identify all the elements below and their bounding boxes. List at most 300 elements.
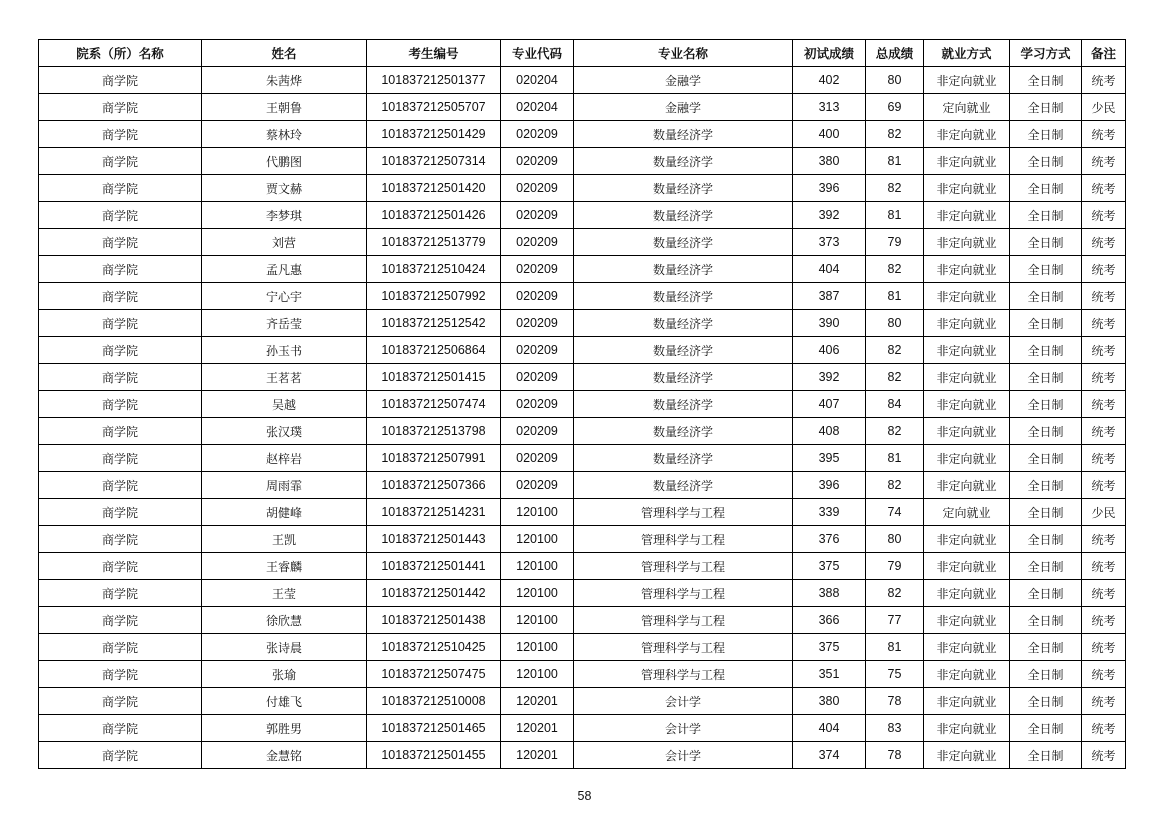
cell-major-name: 数量经济学: [574, 337, 793, 364]
cell-major-code: 020209: [501, 337, 574, 364]
cell-major-code: 120100: [501, 580, 574, 607]
cell-study-mode: 全日制: [1010, 526, 1082, 553]
cell-study-mode: 全日制: [1010, 688, 1082, 715]
cell-total-score: 82: [866, 364, 924, 391]
cell-study-mode: 全日制: [1010, 337, 1082, 364]
cell-employment-type: 非定向就业: [924, 715, 1010, 742]
page-number: 58: [577, 789, 592, 803]
cell-candidate-id: 101837212507314: [367, 148, 501, 175]
cell-study-mode: 全日制: [1010, 607, 1082, 634]
cell-department: 商学院: [39, 364, 202, 391]
cell-major-code: 020204: [501, 94, 574, 121]
cell-employment-type: 非定向就业: [924, 526, 1010, 553]
cell-candidate-id: 101837212505707: [367, 94, 501, 121]
cell-name: 刘营: [202, 229, 367, 256]
cell-total-score: 82: [866, 472, 924, 499]
cell-total-score: 81: [866, 283, 924, 310]
cell-remark: 统考: [1082, 148, 1126, 175]
cell-study-mode: 全日制: [1010, 418, 1082, 445]
cell-employment-type: 非定向就业: [924, 121, 1010, 148]
cell-prelim-score: 396: [793, 175, 866, 202]
cell-employment-type: 非定向就业: [924, 283, 1010, 310]
table-row: [39, 310, 1126, 337]
cell-name: 吴越: [202, 391, 367, 418]
cell-employment-type: 非定向就业: [924, 580, 1010, 607]
cell-department: 商学院: [39, 202, 202, 229]
header-department: 院系（所）名称: [39, 40, 202, 67]
cell-department: 商学院: [39, 526, 202, 553]
cell-department: 商学院: [39, 688, 202, 715]
cell-prelim-score: 374: [793, 742, 866, 769]
table-row: [39, 607, 1126, 634]
table-row: [39, 472, 1126, 499]
cell-department: 商学院: [39, 148, 202, 175]
table-row: [39, 229, 1126, 256]
cell-study-mode: 全日制: [1010, 148, 1082, 175]
cell-employment-type: 非定向就业: [924, 391, 1010, 418]
cell-total-score: 81: [866, 148, 924, 175]
cell-employment-type: 非定向就业: [924, 661, 1010, 688]
table-body: [39, 67, 1126, 769]
header-major-code: 专业代码: [501, 40, 574, 67]
cell-name: 王朝鲁: [202, 94, 367, 121]
cell-candidate-id: 101837212507366: [367, 472, 501, 499]
cell-department: 商学院: [39, 256, 202, 283]
cell-candidate-id: 101837212501441: [367, 553, 501, 580]
cell-total-score: 78: [866, 688, 924, 715]
cell-department: 商学院: [39, 445, 202, 472]
cell-total-score: 82: [866, 121, 924, 148]
cell-employment-type: 非定向就业: [924, 364, 1010, 391]
cell-prelim-score: 376: [793, 526, 866, 553]
cell-department: 商学院: [39, 94, 202, 121]
cell-total-score: 83: [866, 715, 924, 742]
cell-study-mode: 全日制: [1010, 553, 1082, 580]
cell-prelim-score: 388: [793, 580, 866, 607]
cell-department: 商学院: [39, 391, 202, 418]
cell-name: 周雨霏: [202, 472, 367, 499]
cell-remark: 统考: [1082, 553, 1126, 580]
cell-major-code: 120100: [501, 553, 574, 580]
cell-prelim-score: 396: [793, 472, 866, 499]
cell-prelim-score: 366: [793, 607, 866, 634]
cell-major-code: 020209: [501, 472, 574, 499]
cell-major-code: 020209: [501, 148, 574, 175]
cell-major-name: 金融学: [574, 94, 793, 121]
cell-name: 蔡林玲: [202, 121, 367, 148]
table-row: [39, 418, 1126, 445]
cell-employment-type: 非定向就业: [924, 445, 1010, 472]
cell-employment-type: 非定向就业: [924, 229, 1010, 256]
cell-major-code: 020209: [501, 418, 574, 445]
cell-prelim-score: 400: [793, 121, 866, 148]
cell-candidate-id: 101837212513798: [367, 418, 501, 445]
cell-prelim-score: 375: [793, 634, 866, 661]
cell-candidate-id: 101837212512542: [367, 310, 501, 337]
cell-department: 商学院: [39, 121, 202, 148]
cell-study-mode: 全日制: [1010, 499, 1082, 526]
cell-name: 王莹: [202, 580, 367, 607]
cell-study-mode: 全日制: [1010, 175, 1082, 202]
cell-candidate-id: 101837212507991: [367, 445, 501, 472]
cell-remark: 统考: [1082, 445, 1126, 472]
cell-remark: 统考: [1082, 472, 1126, 499]
cell-candidate-id: 101837212510008: [367, 688, 501, 715]
cell-major-name: 数量经济学: [574, 229, 793, 256]
cell-major-code: 120201: [501, 715, 574, 742]
cell-name: 王凯: [202, 526, 367, 553]
cell-remark: 统考: [1082, 418, 1126, 445]
cell-study-mode: 全日制: [1010, 661, 1082, 688]
cell-name: 孟凡惠: [202, 256, 367, 283]
cell-total-score: 75: [866, 661, 924, 688]
cell-major-code: 120100: [501, 661, 574, 688]
cell-total-score: 80: [866, 526, 924, 553]
cell-total-score: 77: [866, 607, 924, 634]
table-row: [39, 283, 1126, 310]
cell-remark: 统考: [1082, 742, 1126, 769]
cell-major-code: 020209: [501, 391, 574, 418]
cell-employment-type: 非定向就业: [924, 742, 1010, 769]
cell-candidate-id: 101837212501443: [367, 526, 501, 553]
cell-remark: 统考: [1082, 391, 1126, 418]
cell-name: 张汉璞: [202, 418, 367, 445]
cell-total-score: 79: [866, 553, 924, 580]
cell-total-score: 82: [866, 580, 924, 607]
table-row: [39, 634, 1126, 661]
header-study-mode: 学习方式: [1010, 40, 1082, 67]
cell-major-name: 数量经济学: [574, 364, 793, 391]
cell-major-code: 020209: [501, 229, 574, 256]
header-employment-type: 就业方式: [924, 40, 1010, 67]
cell-study-mode: 全日制: [1010, 364, 1082, 391]
cell-major-code: 120100: [501, 499, 574, 526]
table-row: [39, 256, 1126, 283]
cell-name: 李梦琪: [202, 202, 367, 229]
cell-name: 朱茜烨: [202, 67, 367, 94]
cell-study-mode: 全日制: [1010, 472, 1082, 499]
cell-department: 商学院: [39, 67, 202, 94]
cell-remark: 统考: [1082, 121, 1126, 148]
cell-major-code: 020209: [501, 364, 574, 391]
cell-name: 王茗茗: [202, 364, 367, 391]
cell-total-score: 81: [866, 634, 924, 661]
cell-employment-type: 非定向就业: [924, 472, 1010, 499]
cell-study-mode: 全日制: [1010, 742, 1082, 769]
cell-major-name: 数量经济学: [574, 256, 793, 283]
cell-total-score: 78: [866, 742, 924, 769]
header-candidate-id: 考生编号: [367, 40, 501, 67]
cell-major-name: 管理科学与工程: [574, 661, 793, 688]
cell-total-score: 79: [866, 229, 924, 256]
cell-candidate-id: 101837212501465: [367, 715, 501, 742]
cell-major-code: 020209: [501, 121, 574, 148]
cell-remark: 统考: [1082, 364, 1126, 391]
cell-major-name: 管理科学与工程: [574, 499, 793, 526]
cell-prelim-score: 407: [793, 391, 866, 418]
cell-study-mode: 全日制: [1010, 391, 1082, 418]
cell-prelim-score: 404: [793, 715, 866, 742]
cell-name: 胡健峰: [202, 499, 367, 526]
table-row: [39, 553, 1126, 580]
cell-candidate-id: 101837212513779: [367, 229, 501, 256]
cell-major-code: 120201: [501, 688, 574, 715]
cell-remark: 少民: [1082, 94, 1126, 121]
cell-name: 张瑜: [202, 661, 367, 688]
table-row: [39, 121, 1126, 148]
cell-prelim-score: 392: [793, 364, 866, 391]
cell-remark: 统考: [1082, 256, 1126, 283]
table-row: [39, 148, 1126, 175]
header-major-name: 专业名称: [574, 40, 793, 67]
cell-major-code: 020209: [501, 310, 574, 337]
cell-study-mode: 全日制: [1010, 283, 1082, 310]
cell-major-name: 会计学: [574, 742, 793, 769]
cell-department: 商学院: [39, 607, 202, 634]
cell-major-name: 数量经济学: [574, 175, 793, 202]
table-row: [39, 337, 1126, 364]
cell-name: 金慧铭: [202, 742, 367, 769]
cell-name: 齐岳莹: [202, 310, 367, 337]
cell-major-code: 120100: [501, 526, 574, 553]
cell-major-code: 020209: [501, 283, 574, 310]
cell-prelim-score: 406: [793, 337, 866, 364]
cell-total-score: 81: [866, 445, 924, 472]
table-row: [39, 499, 1126, 526]
cell-study-mode: 全日制: [1010, 715, 1082, 742]
table-row: [39, 526, 1126, 553]
cell-employment-type: 非定向就业: [924, 634, 1010, 661]
cell-name: 徐欣慧: [202, 607, 367, 634]
cell-study-mode: 全日制: [1010, 256, 1082, 283]
cell-candidate-id: 101837212510424: [367, 256, 501, 283]
cell-major-code: 020209: [501, 445, 574, 472]
cell-candidate-id: 101837212501415: [367, 364, 501, 391]
cell-prelim-score: 392: [793, 202, 866, 229]
table-row: [39, 742, 1126, 769]
cell-total-score: 81: [866, 202, 924, 229]
cell-remark: 统考: [1082, 607, 1126, 634]
cell-total-score: 82: [866, 337, 924, 364]
cell-department: 商学院: [39, 715, 202, 742]
cell-remark: 统考: [1082, 634, 1126, 661]
cell-remark: 统考: [1082, 310, 1126, 337]
cell-candidate-id: 101837212501429: [367, 121, 501, 148]
header-name: 姓名: [202, 40, 367, 67]
cell-department: 商学院: [39, 472, 202, 499]
cell-major-name: 管理科学与工程: [574, 634, 793, 661]
cell-candidate-id: 101837212514231: [367, 499, 501, 526]
cell-prelim-score: 387: [793, 283, 866, 310]
cell-remark: 统考: [1082, 661, 1126, 688]
cell-candidate-id: 101837212501377: [367, 67, 501, 94]
cell-total-score: 82: [866, 418, 924, 445]
table-row: [39, 364, 1126, 391]
cell-name: 贾文赫: [202, 175, 367, 202]
cell-study-mode: 全日制: [1010, 580, 1082, 607]
cell-study-mode: 全日制: [1010, 94, 1082, 121]
cell-remark: 统考: [1082, 526, 1126, 553]
cell-prelim-score: 402: [793, 67, 866, 94]
cell-prelim-score: 395: [793, 445, 866, 472]
cell-candidate-id: 101837212507474: [367, 391, 501, 418]
header-prelim-score: 初试成绩: [793, 40, 866, 67]
cell-department: 商学院: [39, 580, 202, 607]
table-row: [39, 175, 1126, 202]
cell-major-name: 数量经济学: [574, 472, 793, 499]
cell-remark: 统考: [1082, 229, 1126, 256]
cell-prelim-score: 375: [793, 553, 866, 580]
cell-remark: 统考: [1082, 202, 1126, 229]
cell-remark: 统考: [1082, 688, 1126, 715]
cell-department: 商学院: [39, 661, 202, 688]
cell-name: 郭胜男: [202, 715, 367, 742]
cell-prelim-score: 390: [793, 310, 866, 337]
cell-major-name: 数量经济学: [574, 445, 793, 472]
cell-name: 赵梓岩: [202, 445, 367, 472]
table-row: [39, 580, 1126, 607]
cell-department: 商学院: [39, 418, 202, 445]
header-total-score: 总成绩: [866, 40, 924, 67]
table-row: [39, 67, 1126, 94]
header-row: [39, 40, 1126, 67]
table-row: [39, 94, 1126, 121]
cell-total-score: 82: [866, 256, 924, 283]
table-row: [39, 715, 1126, 742]
cell-prelim-score: 339: [793, 499, 866, 526]
cell-candidate-id: 101837212506864: [367, 337, 501, 364]
cell-employment-type: 非定向就业: [924, 202, 1010, 229]
cell-prelim-score: 373: [793, 229, 866, 256]
cell-remark: 少民: [1082, 499, 1126, 526]
table-row: [39, 202, 1126, 229]
cell-employment-type: 非定向就业: [924, 553, 1010, 580]
cell-remark: 统考: [1082, 67, 1126, 94]
cell-major-name: 管理科学与工程: [574, 580, 793, 607]
cell-department: 商学院: [39, 499, 202, 526]
cell-candidate-id: 101837212501420: [367, 175, 501, 202]
cell-department: 商学院: [39, 553, 202, 580]
cell-employment-type: 非定向就业: [924, 310, 1010, 337]
cell-total-score: 80: [866, 67, 924, 94]
cell-major-code: 020209: [501, 256, 574, 283]
cell-name: 代鹏图: [202, 148, 367, 175]
cell-major-name: 数量经济学: [574, 310, 793, 337]
cell-major-code: 120201: [501, 742, 574, 769]
cell-employment-type: 非定向就业: [924, 688, 1010, 715]
cell-major-name: 数量经济学: [574, 418, 793, 445]
header-remark: 备注: [1082, 40, 1126, 67]
cell-major-name: 数量经济学: [574, 121, 793, 148]
cell-name: 孙玉书: [202, 337, 367, 364]
cell-study-mode: 全日制: [1010, 634, 1082, 661]
cell-employment-type: 非定向就业: [924, 607, 1010, 634]
cell-total-score: 74: [866, 499, 924, 526]
table-row: [39, 688, 1126, 715]
cell-prelim-score: 380: [793, 148, 866, 175]
cell-candidate-id: 101837212507475: [367, 661, 501, 688]
cell-major-name: 会计学: [574, 688, 793, 715]
cell-major-name: 金融学: [574, 67, 793, 94]
cell-prelim-score: 408: [793, 418, 866, 445]
cell-major-name: 数量经济学: [574, 202, 793, 229]
cell-name: 张诗晨: [202, 634, 367, 661]
cell-total-score: 84: [866, 391, 924, 418]
table-row: [39, 661, 1126, 688]
cell-employment-type: 非定向就业: [924, 175, 1010, 202]
cell-major-code: 120100: [501, 607, 574, 634]
cell-name: 宁心宇: [202, 283, 367, 310]
cell-department: 商学院: [39, 634, 202, 661]
cell-candidate-id: 101837212510425: [367, 634, 501, 661]
cell-employment-type: 非定向就业: [924, 337, 1010, 364]
cell-major-name: 管理科学与工程: [574, 553, 793, 580]
cell-prelim-score: 404: [793, 256, 866, 283]
cell-candidate-id: 101837212501438: [367, 607, 501, 634]
cell-major-code: 020204: [501, 67, 574, 94]
cell-major-name: 会计学: [574, 715, 793, 742]
cell-employment-type: 非定向就业: [924, 67, 1010, 94]
cell-remark: 统考: [1082, 337, 1126, 364]
cell-study-mode: 全日制: [1010, 202, 1082, 229]
cell-major-name: 管理科学与工程: [574, 526, 793, 553]
cell-department: 商学院: [39, 742, 202, 769]
cell-employment-type: 非定向就业: [924, 256, 1010, 283]
cell-prelim-score: 313: [793, 94, 866, 121]
cell-major-code: 020209: [501, 202, 574, 229]
cell-candidate-id: 101837212501426: [367, 202, 501, 229]
cell-remark: 统考: [1082, 175, 1126, 202]
cell-study-mode: 全日制: [1010, 310, 1082, 337]
cell-candidate-id: 101837212501442: [367, 580, 501, 607]
cell-major-name: 管理科学与工程: [574, 607, 793, 634]
cell-study-mode: 全日制: [1010, 445, 1082, 472]
cell-candidate-id: 101837212507992: [367, 283, 501, 310]
cell-major-name: 数量经济学: [574, 391, 793, 418]
cell-candidate-id: 101837212501455: [367, 742, 501, 769]
cell-remark: 统考: [1082, 580, 1126, 607]
cell-employment-type: 非定向就业: [924, 418, 1010, 445]
cell-remark: 统考: [1082, 715, 1126, 742]
cell-prelim-score: 351: [793, 661, 866, 688]
cell-name: 王睿麟: [202, 553, 367, 580]
cell-study-mode: 全日制: [1010, 67, 1082, 94]
cell-employment-type: 定向就业: [924, 499, 1010, 526]
cell-name: 付雄飞: [202, 688, 367, 715]
admission-list-sheet: [38, 39, 1125, 769]
admission-table: [38, 39, 1126, 769]
cell-employment-type: 非定向就业: [924, 148, 1010, 175]
cell-remark: 统考: [1082, 283, 1126, 310]
cell-total-score: 80: [866, 310, 924, 337]
cell-major-name: 数量经济学: [574, 148, 793, 175]
cell-prelim-score: 380: [793, 688, 866, 715]
cell-study-mode: 全日制: [1010, 121, 1082, 148]
cell-major-code: 120100: [501, 634, 574, 661]
cell-major-code: 020209: [501, 175, 574, 202]
cell-department: 商学院: [39, 337, 202, 364]
cell-major-name: 数量经济学: [574, 283, 793, 310]
cell-department: 商学院: [39, 229, 202, 256]
table-header: [39, 40, 1126, 67]
cell-department: 商学院: [39, 175, 202, 202]
table-row: [39, 445, 1126, 472]
cell-department: 商学院: [39, 283, 202, 310]
cell-department: 商学院: [39, 310, 202, 337]
cell-total-score: 82: [866, 175, 924, 202]
cell-study-mode: 全日制: [1010, 229, 1082, 256]
table-row: [39, 391, 1126, 418]
